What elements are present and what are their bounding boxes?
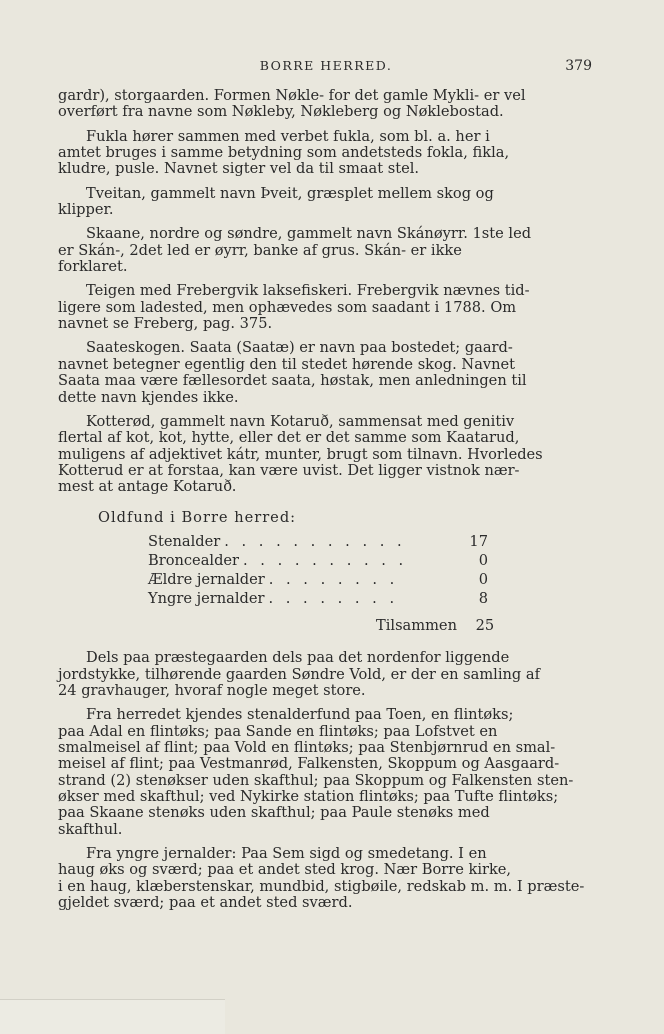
text-line: 24 gravhauger, hvoraf nogle meget store. [58, 681, 366, 699]
finds-total-label: Tilsammen [376, 616, 457, 634]
text-line: Dels paa præstegaarden dels paa det nordenfor liggende [86, 649, 510, 667]
text-line: navnet betegner egentlig den til stedet hørende skog. Navnet [58, 355, 516, 373]
finds-row [148, 532, 488, 551]
finds-row-label: Ældre jernalder [148, 570, 265, 588]
text-line: er Skán-, 2det led er øyrr, banke af grus. Skán- er ikke [58, 241, 462, 259]
finds-row-value: 0 [478, 551, 488, 569]
text-line: ligere som ladested, men ophævedes som saadant i 1788. Om [58, 298, 517, 316]
text-line: muligens af adjektivet kátr, munter, brugt som tilnavn. Hvorledes [58, 445, 543, 463]
text-line: Kotterud er at forstaa, kan være uvist. Det ligger vistnok nær- [58, 461, 520, 479]
main-text [58, 88, 586, 919]
text-line: flertal af kot, kot, hytte, eller det er det samme som Kaatarud, [58, 429, 520, 447]
text-line: Teigen med Frebergvik laksefiskeri. Frebergvik nævnes tid- [86, 282, 530, 300]
text-line: paa Adal en flintøks; paa Sande en flintøks; paa Lofstvet en [58, 722, 498, 740]
text-line: forklaret. [58, 258, 128, 276]
text-line: Tveitan, gammelt navn Þveit, græsplet mellem skog og [86, 184, 494, 202]
text-line: overført fra navne som Nøkleby, Nøkleberg og Nøklebostad. [58, 103, 504, 121]
finds-row-label: Yngre jernalder [148, 589, 265, 607]
finds-row-value: 0 [478, 570, 488, 588]
text-line: navnet se Freberg, pag. 375. [58, 315, 273, 333]
text-line: meisel af flint; paa Vestmanrød, Falkensten, Skoppum og Aasgaard- [58, 755, 560, 773]
page-header [60, 58, 592, 78]
finds-row-label: Broncealder [148, 551, 240, 569]
paragraph [58, 414, 586, 496]
finds-row-value: 8 [478, 589, 488, 607]
paragraph [58, 846, 586, 911]
text-line: skafthul. [58, 820, 123, 838]
finds-row-dots: . . . . . . . . . . . [224, 532, 406, 550]
paragraphs-after-finds [58, 650, 586, 911]
text-line: Fukla hører sammen med verbet fukla, som bl. a. her i [86, 127, 490, 145]
text-line: økser med skafthul; ved Nykirke station flintøks; paa Tufte flintøks; [58, 788, 559, 805]
paragraph [58, 186, 586, 219]
finds-total-value: 25 [475, 616, 495, 634]
text-line: gardr), storgaarden. Formen Nøkle- for det gamle Mykli- er vel [58, 87, 526, 104]
text-line: Saateskogen. Saata (Saatæ) er navn paa bostedet; gaard- [86, 339, 513, 357]
paragraph [58, 650, 586, 699]
text-line: i en haug, klæberstenskar, mundbid, stigbøile, redskab m. m. I præste- [58, 877, 585, 895]
paragraphs-before-finds [58, 88, 586, 496]
finds-row-value: 17 [469, 532, 488, 550]
finds-heading: Oldfund i Borre herred: [98, 508, 297, 526]
running-title: BORRE HERRED. [259, 58, 393, 73]
text-line: Skaane, nordre og søndre, gammelt navn Skánøyrr. 1ste led [86, 225, 532, 243]
text-line: paa Skaane stenøks uden skafthul; paa Paule stenøks med [58, 804, 490, 822]
text-line: klipper. [58, 201, 114, 219]
finds-row-label: Stenalder [148, 532, 221, 550]
finds-total [376, 618, 586, 634]
text-line: strand (2) stenøkser uden skafthul; paa Skoppum og Falkensten sten- [58, 771, 574, 789]
paragraph [58, 226, 586, 275]
finds-table [148, 532, 488, 608]
text-line: Kotterød, gammelt navn Kotaruð, sammensat med genitiv [86, 412, 515, 430]
finds-row-dots: . . . . . . . . [268, 589, 399, 607]
text-line: amtet bruges i samme betydning som andetsteds fokla, fikla, [58, 144, 510, 162]
finds-row [148, 551, 488, 570]
paragraph [58, 707, 586, 838]
paragraph [58, 88, 586, 121]
paragraph [58, 283, 586, 332]
text-line: smalmeisel af flint; paa Vold en flintøks; paa Stenbjørnrud en smal- [58, 738, 556, 756]
finds-row-dots: . . . . . . . . . . [243, 551, 408, 569]
paragraph [58, 340, 586, 405]
page-edge-shadow [0, 999, 225, 1034]
page-number: 379 [565, 58, 592, 74]
paragraph [58, 129, 586, 178]
text-line: jordstykke, tilhørende gaarden Søndre Vold, er der en samling af [58, 665, 540, 683]
text-line: dette navn kjendes ikke. [58, 388, 239, 406]
text-line: kludre, pusle. Navnet sigter vel da til smaat stel. [58, 160, 420, 178]
finds-row [148, 589, 488, 608]
text-line: mest at antage Kotaruð. [58, 478, 237, 496]
text-line: Saata maa være fællesordet saata, høstak, men anledningen til [58, 372, 527, 390]
text-line: gjeldet sværd; paa et andet sted sværd. [58, 894, 353, 912]
text-line: haug øks og sværd; paa et andet sted krog. Nær Borre kirke, [58, 861, 512, 879]
finds-row [148, 570, 488, 589]
text-line: Fra yngre jernalder: Paa Sem sigd og smedetang. I en [86, 845, 487, 863]
text-line: Fra herredet kjendes stenalderfund paa Toen, en flintøks; [86, 706, 514, 724]
finds-row-dots: . . . . . . . . [268, 570, 399, 588]
